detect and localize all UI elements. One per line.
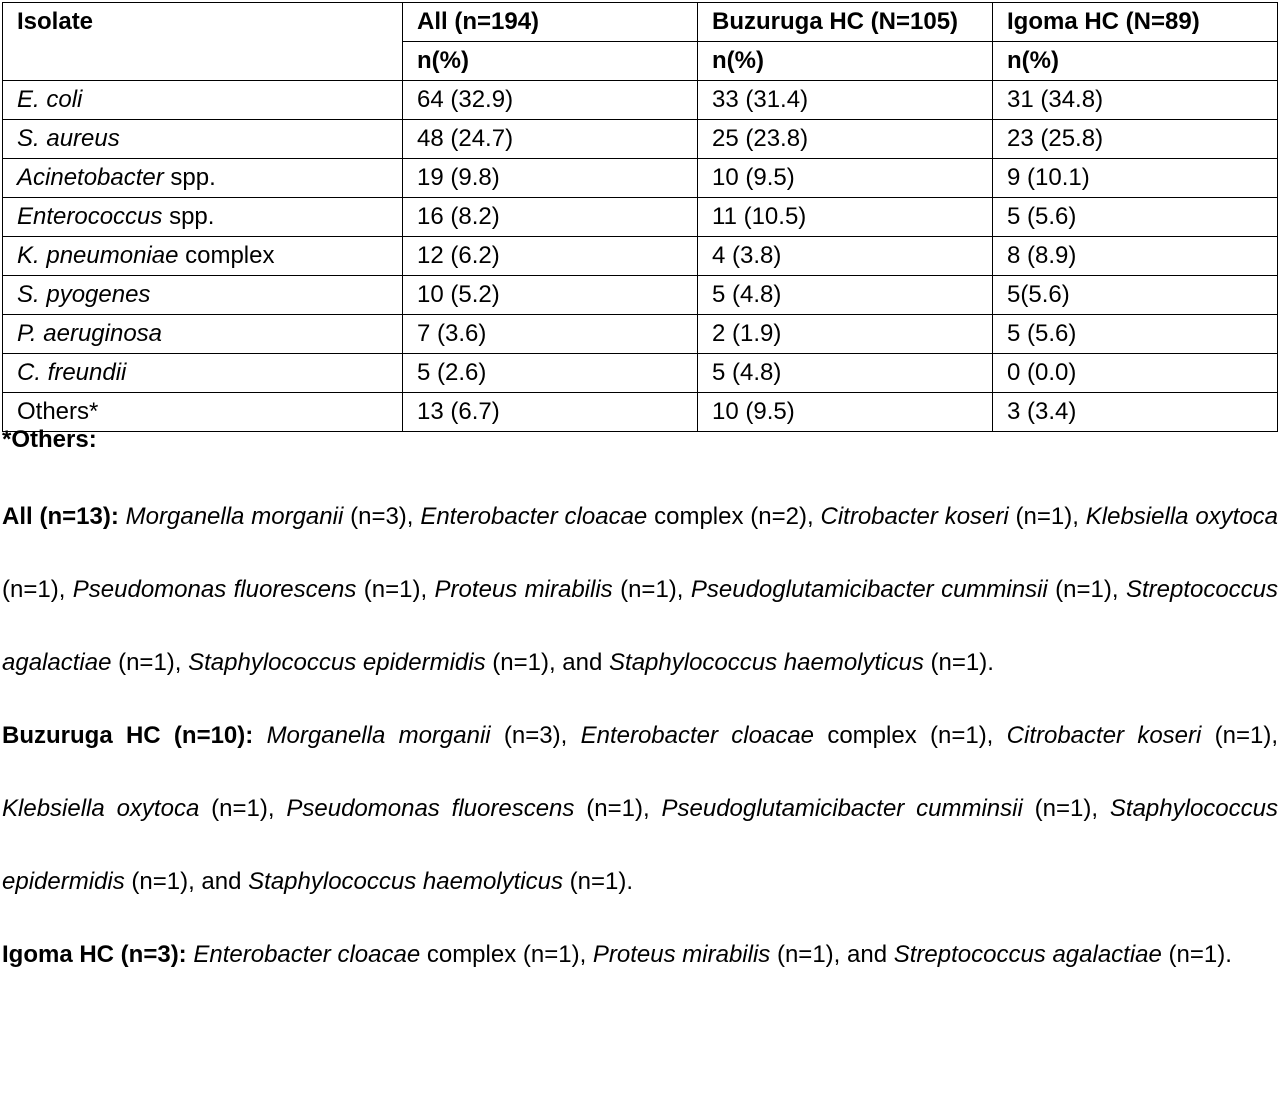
species-name: Streptococcus agalactiae <box>2 576 1279 676</box>
isolate-table <box>2 2 1278 432</box>
value-buzuruga: 11 (10.5) <box>698 198 993 237</box>
note-label: Igoma HC (n=3): <box>2 941 187 968</box>
isolate-species: S. pyogenes <box>17 281 151 308</box>
note-text: (n=1), <box>1022 795 1110 822</box>
value-buzuruga: 5 (4.8) <box>698 276 993 315</box>
note-text <box>119 503 126 530</box>
value-all: 19 (9.8) <box>403 159 698 198</box>
species-name: Enterobacter cloacae <box>420 503 648 530</box>
value-buzuruga: 4 (3.8) <box>698 237 993 276</box>
value-buzuruga: 2 (1.9) <box>698 315 993 354</box>
isolate-species: K. pneumoniae <box>17 242 179 269</box>
notes-paragraphs <box>2 480 1278 991</box>
header-all: All (n=194) <box>403 3 698 42</box>
value-igoma: 5(5.6) <box>993 276 1278 315</box>
note-text: complex (n=1), <box>420 941 593 968</box>
value-all: 12 (6.2) <box>403 237 698 276</box>
species-name: Staphylococcus epidermidis <box>188 649 486 676</box>
value-igoma: 0 (0.0) <box>993 354 1278 393</box>
isolate-species: C. freundii <box>17 359 127 386</box>
note-text: complex (n=1), <box>814 722 1007 749</box>
note-text: (n=1). <box>1161 941 1232 968</box>
footnotes <box>2 422 1278 991</box>
note-text: complex (n=2), <box>647 503 821 530</box>
value-buzuruga: 10 (9.5) <box>698 393 993 432</box>
header-buzuruga: Buzuruga HC (N=105) <box>698 3 993 42</box>
unit-buzuruga: n(%) <box>698 42 993 81</box>
species-name: Morganella morganii <box>266 722 491 749</box>
note-text: (n=1), <box>612 576 691 603</box>
note-paragraph <box>2 918 1278 991</box>
table-row <box>3 276 1278 315</box>
value-igoma: 31 (34.8) <box>993 81 1278 120</box>
table-row <box>3 159 1278 198</box>
species-name: Citrobacter koseri <box>820 503 1009 530</box>
note-label: All (n=13): <box>2 503 119 530</box>
table-row <box>3 315 1278 354</box>
unit-igoma: n(%) <box>993 42 1278 81</box>
note-text: (n=1), <box>199 795 287 822</box>
header-igoma: Igoma HC (N=89) <box>993 3 1278 42</box>
note-text: (n=1), <box>356 576 435 603</box>
species-name: Pseudomonas fluorescens <box>72 576 357 603</box>
note-paragraph <box>2 699 1278 918</box>
note-text: (n=1), <box>1201 722 1279 749</box>
value-igoma: 9 (10.1) <box>993 159 1278 198</box>
species-name: Klebsiella oxytoca <box>1085 503 1279 530</box>
note-text: (n=1). <box>562 868 633 895</box>
isolate-suffix: Others* <box>17 398 99 425</box>
note-text: (n=1), and <box>485 649 610 676</box>
value-igoma: 3 (3.4) <box>993 393 1278 432</box>
isolate-species: Acinetobacter <box>17 164 164 191</box>
unit-all: n(%) <box>403 42 698 81</box>
header-isolate-blank <box>3 42 403 81</box>
table-row <box>3 81 1278 120</box>
table-body <box>3 81 1278 432</box>
species-name: Streptococcus agalactiae <box>893 941 1162 968</box>
table-row <box>3 198 1278 237</box>
value-buzuruga: 5 (4.8) <box>698 354 993 393</box>
value-igoma: 8 (8.9) <box>993 237 1278 276</box>
isolate-species: S. aureus <box>17 125 120 152</box>
note-text: (n=1). <box>923 649 994 676</box>
value-buzuruga: 25 (23.8) <box>698 120 993 159</box>
note-text: (n=1), <box>111 649 189 676</box>
value-all: 48 (24.7) <box>403 120 698 159</box>
value-buzuruga: 10 (9.5) <box>698 159 993 198</box>
species-name: Klebsiella oxytoca <box>2 795 200 822</box>
header-isolate: Isolate <box>3 3 403 42</box>
note-text: (n=1), <box>1047 576 1126 603</box>
isolate-name <box>3 276 403 315</box>
isolate-name <box>3 159 403 198</box>
table-row <box>3 120 1278 159</box>
isolate-name <box>3 198 403 237</box>
value-all: 5 (2.6) <box>403 354 698 393</box>
isolate-name <box>3 81 403 120</box>
species-name: Staphylococcus haemolyticus <box>609 649 924 676</box>
value-all: 64 (32.9) <box>403 81 698 120</box>
note-text: (n=1), <box>574 795 662 822</box>
notes-title: *Others: <box>2 426 97 453</box>
note-text: (n=3), <box>490 722 581 749</box>
isolate-species: P. aeruginosa <box>17 320 163 347</box>
isolate-name <box>3 120 403 159</box>
isolate-suffix: spp. <box>163 164 216 191</box>
value-all: 13 (6.7) <box>403 393 698 432</box>
note-paragraph <box>2 480 1278 699</box>
table-row <box>3 354 1278 393</box>
value-all: 16 (8.2) <box>403 198 698 237</box>
species-name: Enterobacter cloacae <box>193 941 421 968</box>
species-name: Enterobacter cloacae <box>580 722 815 749</box>
isolate-name <box>3 315 403 354</box>
table-header-row <box>3 3 1278 42</box>
value-all: 7 (3.6) <box>403 315 698 354</box>
note-label: Buzuruga HC (n=10): <box>2 722 254 749</box>
note-text: (n=1), and <box>124 868 249 895</box>
species-name: Morganella morganii <box>125 503 344 530</box>
table-row <box>3 237 1278 276</box>
species-name: Staphylococcus epidermidis <box>2 795 1278 895</box>
species-name: Proteus mirabilis <box>434 576 613 603</box>
table-unit-row <box>3 42 1278 81</box>
isolate-suffix: spp. <box>162 203 215 230</box>
value-all: 10 (5.2) <box>403 276 698 315</box>
note-text: (n=3), <box>343 503 421 530</box>
species-name: Pseudoglutamicibacter cumminsii <box>690 576 1048 603</box>
isolate-name <box>3 354 403 393</box>
value-igoma: 23 (25.8) <box>993 120 1278 159</box>
note-text: (n=1), <box>1008 503 1086 530</box>
species-name: Citrobacter koseri <box>1006 722 1202 749</box>
isolate-species: E. coli <box>17 86 83 113</box>
species-name: Pseudomonas fluorescens <box>286 795 575 822</box>
note-text: (n=1), <box>2 576 73 603</box>
species-name: Proteus mirabilis <box>592 941 771 968</box>
value-igoma: 5 (5.6) <box>993 315 1278 354</box>
value-igoma: 5 (5.6) <box>993 198 1278 237</box>
species-name: Staphylococcus haemolyticus <box>248 868 563 895</box>
isolate-name <box>3 237 403 276</box>
isolate-species: Enterococcus <box>17 203 163 230</box>
note-text <box>253 722 266 749</box>
species-name: Pseudoglutamicibacter cumminsii <box>661 795 1023 822</box>
value-buzuruga: 33 (31.4) <box>698 81 993 120</box>
isolate-suffix: complex <box>178 242 275 269</box>
note-text: (n=1), and <box>770 941 894 968</box>
